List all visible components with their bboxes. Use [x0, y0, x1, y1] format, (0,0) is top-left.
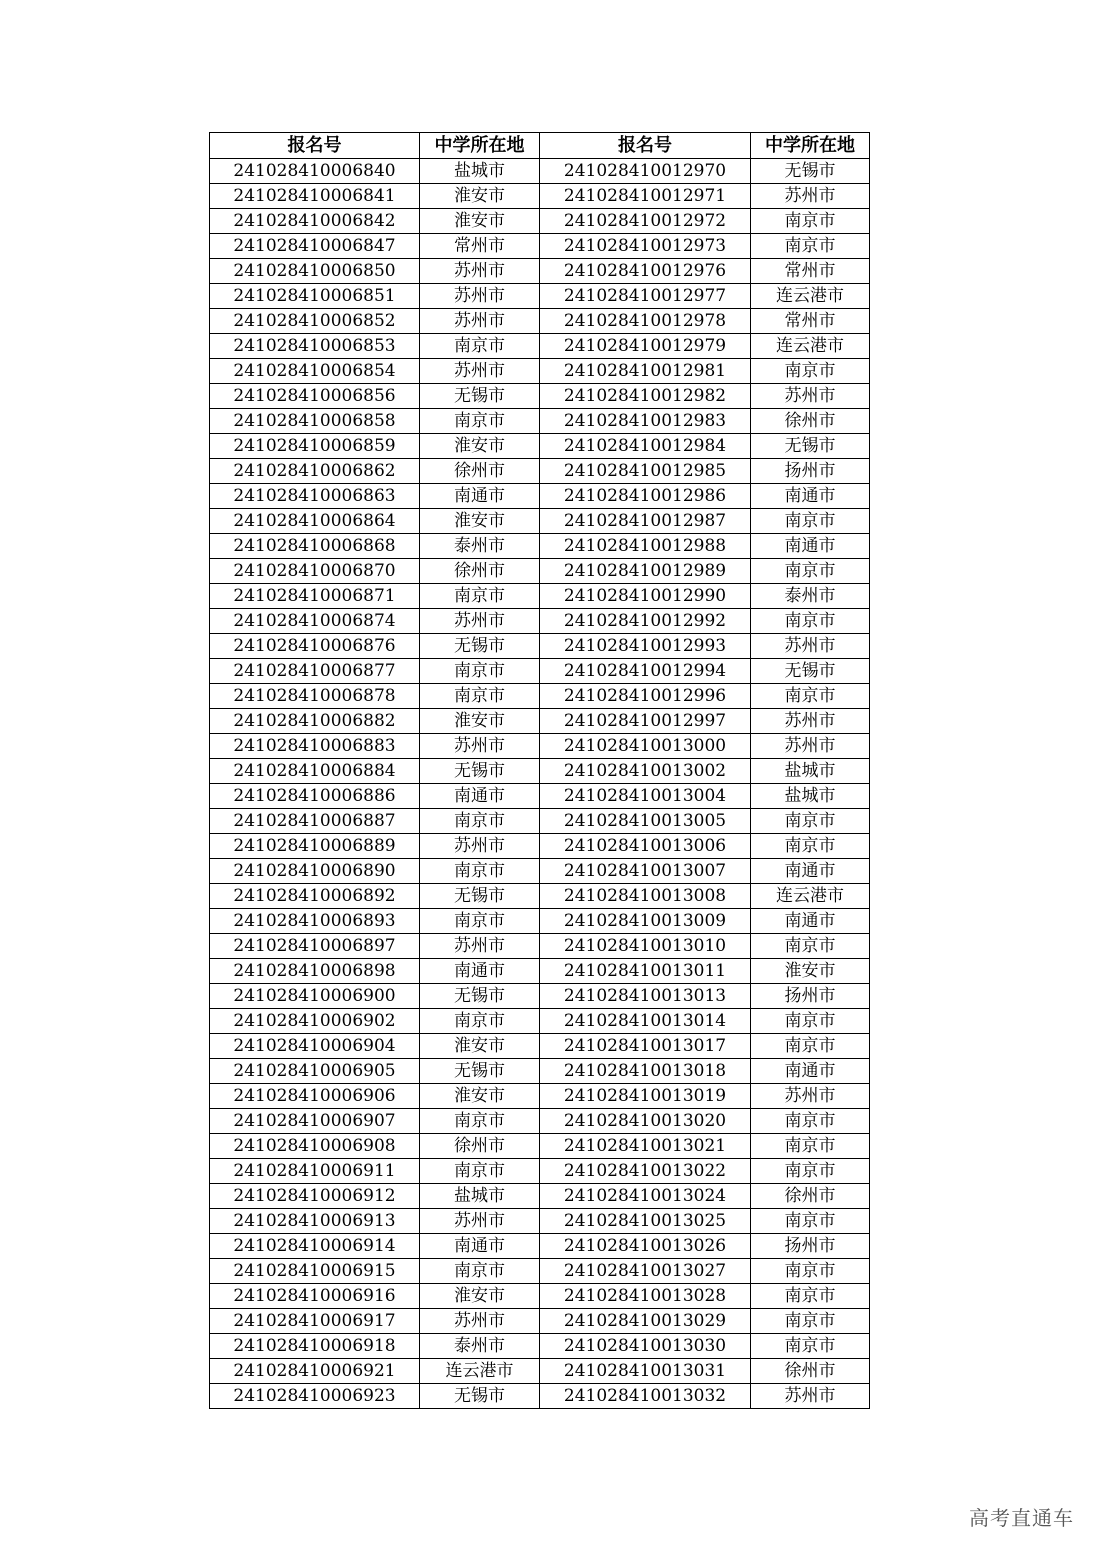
school-location-cell: 无锡市	[420, 984, 540, 1009]
school-location-cell: 南京市	[420, 684, 540, 709]
school-location-cell: 南京市	[420, 1109, 540, 1134]
school-location-cell: 南京市	[420, 859, 540, 884]
header-school-location-1: 中学所在地	[420, 133, 540, 159]
table-row	[210, 559, 870, 584]
school-location-cell: 泰州市	[751, 584, 870, 609]
school-location-cell: 南通市	[420, 1234, 540, 1259]
registration-number-cell: 241028410006874	[210, 609, 420, 634]
header-registration-number-1: 报名号	[210, 133, 420, 159]
school-location-cell: 南京市	[751, 1034, 870, 1059]
registration-number-cell: 241028410006912	[210, 1184, 420, 1209]
table-row	[210, 1134, 870, 1159]
registration-number-cell: 241028410013018	[540, 1059, 751, 1084]
school-location-cell: 淮安市	[420, 434, 540, 459]
school-location-cell: 无锡市	[751, 659, 870, 684]
registration-number-cell: 241028410006900	[210, 984, 420, 1009]
table-row	[210, 1359, 870, 1384]
registration-number-cell: 241028410013004	[540, 784, 751, 809]
table-row	[210, 209, 870, 234]
registration-number-cell: 241028410006902	[210, 1009, 420, 1034]
table-row	[210, 634, 870, 659]
school-location-cell: 苏州市	[420, 309, 540, 334]
registration-number-cell: 241028410013031	[540, 1359, 751, 1384]
registration-number-cell: 241028410006914	[210, 1234, 420, 1259]
registration-number-cell: 241028410013007	[540, 859, 751, 884]
registration-number-cell: 241028410012977	[540, 284, 751, 309]
table-row	[210, 784, 870, 809]
registration-number-cell: 241028410006908	[210, 1134, 420, 1159]
registration-number-cell: 241028410012970	[540, 159, 751, 184]
registration-number-cell: 241028410012976	[540, 259, 751, 284]
school-location-cell: 南京市	[751, 1284, 870, 1309]
registration-number-cell: 241028410006852	[210, 309, 420, 334]
school-location-cell: 徐州市	[751, 1359, 870, 1384]
table-row	[210, 434, 870, 459]
registration-number-cell: 241028410012996	[540, 684, 751, 709]
table-row	[210, 1084, 870, 1109]
registration-number-cell: 241028410012990	[540, 584, 751, 609]
table-row	[210, 1009, 870, 1034]
school-location-cell: 无锡市	[420, 634, 540, 659]
table-row	[210, 884, 870, 909]
table-row	[210, 1159, 870, 1184]
school-location-cell: 南京市	[751, 934, 870, 959]
school-location-cell: 常州市	[420, 234, 540, 259]
table-row	[210, 1284, 870, 1309]
school-location-cell: 泰州市	[420, 534, 540, 559]
school-location-cell: 连云港市	[751, 284, 870, 309]
school-location-cell: 南京市	[420, 1159, 540, 1184]
registration-number-cell: 241028410012987	[540, 509, 751, 534]
registration-number-cell: 241028410012984	[540, 434, 751, 459]
school-location-cell: 泰州市	[420, 1334, 540, 1359]
registration-number-cell: 241028410006853	[210, 334, 420, 359]
registration-number-cell: 241028410006871	[210, 584, 420, 609]
school-location-cell: 南通市	[751, 859, 870, 884]
school-location-cell: 南京市	[751, 1309, 870, 1334]
registration-number-cell: 241028410006904	[210, 1034, 420, 1059]
registration-number-cell: 241028410013027	[540, 1259, 751, 1284]
header-row	[210, 133, 870, 159]
registration-number-cell: 241028410012994	[540, 659, 751, 684]
school-location-cell: 盐城市	[751, 784, 870, 809]
registration-number-cell: 241028410013032	[540, 1384, 751, 1409]
registration-number-cell: 241028410006890	[210, 859, 420, 884]
school-location-cell: 淮安市	[420, 1034, 540, 1059]
table-row	[210, 859, 870, 884]
school-location-cell: 扬州市	[751, 1234, 870, 1259]
table-row	[210, 359, 870, 384]
school-location-cell: 南京市	[751, 1334, 870, 1359]
registration-number-cell: 241028410013008	[540, 884, 751, 909]
table-row	[210, 334, 870, 359]
registration-number-cell: 241028410006856	[210, 384, 420, 409]
school-location-cell: 苏州市	[420, 284, 540, 309]
table-row	[210, 1384, 870, 1409]
registration-number-cell: 241028410006840	[210, 159, 420, 184]
school-location-cell: 苏州市	[420, 1209, 540, 1234]
school-location-cell: 南京市	[751, 509, 870, 534]
registration-number-cell: 241028410012972	[540, 209, 751, 234]
registration-number-cell: 241028410013030	[540, 1334, 751, 1359]
registration-number-cell: 241028410006842	[210, 209, 420, 234]
registration-number-cell: 241028410006868	[210, 534, 420, 559]
table-row	[210, 1184, 870, 1209]
school-location-cell: 南通市	[751, 909, 870, 934]
table-row	[210, 659, 870, 684]
registration-number-cell: 241028410013022	[540, 1159, 751, 1184]
school-location-cell: 南京市	[420, 909, 540, 934]
table-row	[210, 709, 870, 734]
registration-number-cell: 241028410006905	[210, 1059, 420, 1084]
table-row	[210, 484, 870, 509]
registration-number-cell: 241028410006892	[210, 884, 420, 909]
school-location-cell: 苏州市	[420, 609, 540, 634]
school-location-cell: 徐州市	[420, 459, 540, 484]
registration-number-cell: 241028410013021	[540, 1134, 751, 1159]
school-location-cell: 南京市	[751, 834, 870, 859]
school-location-cell: 盐城市	[751, 759, 870, 784]
header-registration-number-2: 报名号	[540, 133, 751, 159]
school-location-cell: 南京市	[420, 1009, 540, 1034]
table-row	[210, 1259, 870, 1284]
school-location-cell: 苏州市	[420, 359, 540, 384]
registration-number-cell: 241028410013028	[540, 1284, 751, 1309]
registration-number-cell: 241028410012978	[540, 309, 751, 334]
registration-number-cell: 241028410006863	[210, 484, 420, 509]
table-row	[210, 584, 870, 609]
registration-number-cell: 241028410006917	[210, 1309, 420, 1334]
table-row	[210, 259, 870, 284]
registration-number-cell: 241028410013029	[540, 1309, 751, 1334]
school-location-cell: 苏州市	[751, 734, 870, 759]
school-location-cell: 苏州市	[751, 634, 870, 659]
registration-number-cell: 241028410006923	[210, 1384, 420, 1409]
school-location-cell: 扬州市	[751, 984, 870, 1009]
registration-number-cell: 241028410012971	[540, 184, 751, 209]
school-location-cell: 南通市	[420, 959, 540, 984]
table-row	[210, 984, 870, 1009]
registration-number-cell: 241028410006854	[210, 359, 420, 384]
registration-number-cell: 241028410006858	[210, 409, 420, 434]
school-location-cell: 淮安市	[751, 959, 870, 984]
registration-number-cell: 241028410012997	[540, 709, 751, 734]
table-row	[210, 609, 870, 634]
registration-number-cell: 241028410012988	[540, 534, 751, 559]
school-location-cell: 扬州市	[751, 459, 870, 484]
school-location-cell: 无锡市	[420, 1384, 540, 1409]
school-location-cell: 南京市	[751, 234, 870, 259]
registration-number-cell: 241028410013011	[540, 959, 751, 984]
school-location-cell: 徐州市	[751, 1184, 870, 1209]
table-row	[210, 409, 870, 434]
registration-number-cell: 241028410006911	[210, 1159, 420, 1184]
school-location-cell: 南京市	[420, 659, 540, 684]
registration-number-cell: 241028410012989	[540, 559, 751, 584]
school-location-cell: 淮安市	[420, 209, 540, 234]
registration-number-cell: 241028410013026	[540, 1234, 751, 1259]
registration-number-cell: 241028410012993	[540, 634, 751, 659]
registration-number-cell: 241028410013010	[540, 934, 751, 959]
registration-number-cell: 241028410006870	[210, 559, 420, 584]
school-location-cell: 南通市	[751, 534, 870, 559]
table-row	[210, 459, 870, 484]
school-location-cell: 徐州市	[420, 559, 540, 584]
school-location-cell: 淮安市	[420, 709, 540, 734]
table-row	[210, 509, 870, 534]
school-location-cell: 徐州市	[751, 409, 870, 434]
school-location-cell: 淮安市	[420, 1284, 540, 1309]
school-location-cell: 连云港市	[751, 884, 870, 909]
registration-number-cell: 241028410006913	[210, 1209, 420, 1234]
table-row	[210, 759, 870, 784]
registration-number-cell: 241028410006841	[210, 184, 420, 209]
table-row	[210, 1059, 870, 1084]
table-row	[210, 1209, 870, 1234]
registration-number-cell: 241028410013002	[540, 759, 751, 784]
school-location-cell: 南通市	[751, 1059, 870, 1084]
registration-number-cell: 241028410013000	[540, 734, 751, 759]
registration-number-cell: 241028410006898	[210, 959, 420, 984]
school-location-cell: 南京市	[751, 1009, 870, 1034]
registration-number-cell: 241028410006897	[210, 934, 420, 959]
registration-number-cell: 241028410012985	[540, 459, 751, 484]
registration-number-cell: 241028410013006	[540, 834, 751, 859]
table-row	[210, 934, 870, 959]
table-row	[210, 159, 870, 184]
school-location-cell: 无锡市	[420, 759, 540, 784]
school-location-cell: 淮安市	[420, 1084, 540, 1109]
registration-number-cell: 241028410012986	[540, 484, 751, 509]
registration-number-cell: 241028410006847	[210, 234, 420, 259]
school-location-cell: 南京市	[420, 809, 540, 834]
school-location-cell: 盐城市	[420, 159, 540, 184]
school-location-cell: 苏州市	[420, 834, 540, 859]
registration-number-cell: 241028410006882	[210, 709, 420, 734]
school-location-cell: 无锡市	[420, 884, 540, 909]
registration-number-cell: 241028410006889	[210, 834, 420, 859]
registration-number-cell: 241028410006887	[210, 809, 420, 834]
table-row	[210, 959, 870, 984]
watermark-text: 高考直通车	[969, 1506, 1074, 1530]
table-row	[210, 1334, 870, 1359]
table-row	[210, 1309, 870, 1334]
school-location-cell: 无锡市	[751, 159, 870, 184]
school-location-cell: 南京市	[751, 809, 870, 834]
registration-number-cell: 241028410006906	[210, 1084, 420, 1109]
table-row	[210, 809, 870, 834]
registration-table	[209, 132, 870, 1409]
registration-number-cell: 241028410006916	[210, 1284, 420, 1309]
school-location-cell: 无锡市	[420, 1059, 540, 1084]
school-location-cell: 南京市	[751, 609, 870, 634]
school-location-cell: 苏州市	[420, 734, 540, 759]
registration-number-cell: 241028410006921	[210, 1359, 420, 1384]
registration-number-cell: 241028410006864	[210, 509, 420, 534]
school-location-cell: 徐州市	[420, 1134, 540, 1159]
table-row	[210, 684, 870, 709]
school-location-cell: 淮安市	[420, 509, 540, 534]
school-location-cell: 无锡市	[751, 434, 870, 459]
table-row	[210, 1034, 870, 1059]
table-row	[210, 1109, 870, 1134]
school-location-cell: 南京市	[751, 359, 870, 384]
registration-number-cell: 241028410006878	[210, 684, 420, 709]
school-location-cell: 苏州市	[751, 1384, 870, 1409]
table-row	[210, 284, 870, 309]
registration-number-cell: 241028410013024	[540, 1184, 751, 1209]
school-location-cell: 苏州市	[420, 1309, 540, 1334]
school-location-cell: 南京市	[751, 209, 870, 234]
school-location-cell: 苏州市	[751, 1084, 870, 1109]
school-location-cell: 南京市	[420, 1259, 540, 1284]
registration-number-cell: 241028410013005	[540, 809, 751, 834]
school-location-cell: 南京市	[751, 1159, 870, 1184]
school-location-cell: 连云港市	[420, 1359, 540, 1384]
table-row	[210, 309, 870, 334]
school-location-cell: 南通市	[751, 484, 870, 509]
table-row	[210, 909, 870, 934]
school-location-cell: 南京市	[420, 334, 540, 359]
registration-number-cell: 241028410012983	[540, 409, 751, 434]
school-location-cell: 南京市	[751, 684, 870, 709]
registration-number-cell: 241028410013009	[540, 909, 751, 934]
school-location-cell: 连云港市	[751, 334, 870, 359]
table-row	[210, 734, 870, 759]
school-location-cell: 南京市	[420, 409, 540, 434]
school-location-cell: 苏州市	[751, 384, 870, 409]
registration-number-cell: 241028410012992	[540, 609, 751, 634]
table-row	[210, 834, 870, 859]
school-location-cell: 南京市	[751, 1209, 870, 1234]
table-row	[210, 1234, 870, 1259]
school-location-cell: 苏州市	[420, 259, 540, 284]
registration-number-cell: 241028410006915	[210, 1259, 420, 1284]
table-row	[210, 234, 870, 259]
registration-number-cell: 241028410006884	[210, 759, 420, 784]
registration-number-cell: 241028410006876	[210, 634, 420, 659]
registration-number-cell: 241028410006862	[210, 459, 420, 484]
school-location-cell: 盐城市	[420, 1184, 540, 1209]
school-location-cell: 无锡市	[420, 384, 540, 409]
registration-number-cell: 241028410013025	[540, 1209, 751, 1234]
registration-number-cell: 241028410006886	[210, 784, 420, 809]
school-location-cell: 南通市	[420, 484, 540, 509]
school-location-cell: 南京市	[751, 1134, 870, 1159]
school-location-cell: 常州市	[751, 309, 870, 334]
registration-number-cell: 241028410006859	[210, 434, 420, 459]
registration-number-cell: 241028410006850	[210, 259, 420, 284]
school-location-cell: 淮安市	[420, 184, 540, 209]
registration-number-cell: 241028410013013	[540, 984, 751, 1009]
registration-number-cell: 241028410013017	[540, 1034, 751, 1059]
registration-number-cell: 241028410006918	[210, 1334, 420, 1359]
registration-number-cell: 241028410012973	[540, 234, 751, 259]
registration-number-cell: 241028410013020	[540, 1109, 751, 1134]
school-location-cell: 苏州市	[751, 184, 870, 209]
school-location-cell: 南京市	[751, 559, 870, 584]
registration-number-cell: 241028410006883	[210, 734, 420, 759]
registration-number-cell: 241028410012981	[540, 359, 751, 384]
registration-number-cell: 241028410006893	[210, 909, 420, 934]
registration-number-cell: 241028410013019	[540, 1084, 751, 1109]
school-location-cell: 苏州市	[751, 709, 870, 734]
registration-number-cell: 241028410012982	[540, 384, 751, 409]
school-location-cell: 南京市	[420, 584, 540, 609]
registration-number-cell: 241028410006851	[210, 284, 420, 309]
registration-number-cell: 241028410006877	[210, 659, 420, 684]
school-location-cell: 苏州市	[420, 934, 540, 959]
school-location-cell: 南通市	[420, 784, 540, 809]
table-row	[210, 384, 870, 409]
school-location-cell: 常州市	[751, 259, 870, 284]
school-location-cell: 南京市	[751, 1259, 870, 1284]
table-row	[210, 534, 870, 559]
registration-number-cell: 241028410013014	[540, 1009, 751, 1034]
table-row	[210, 184, 870, 209]
registration-number-cell: 241028410012979	[540, 334, 751, 359]
registration-number-cell: 241028410006907	[210, 1109, 420, 1134]
school-location-cell: 南京市	[751, 1109, 870, 1134]
header-school-location-2: 中学所在地	[751, 133, 870, 159]
